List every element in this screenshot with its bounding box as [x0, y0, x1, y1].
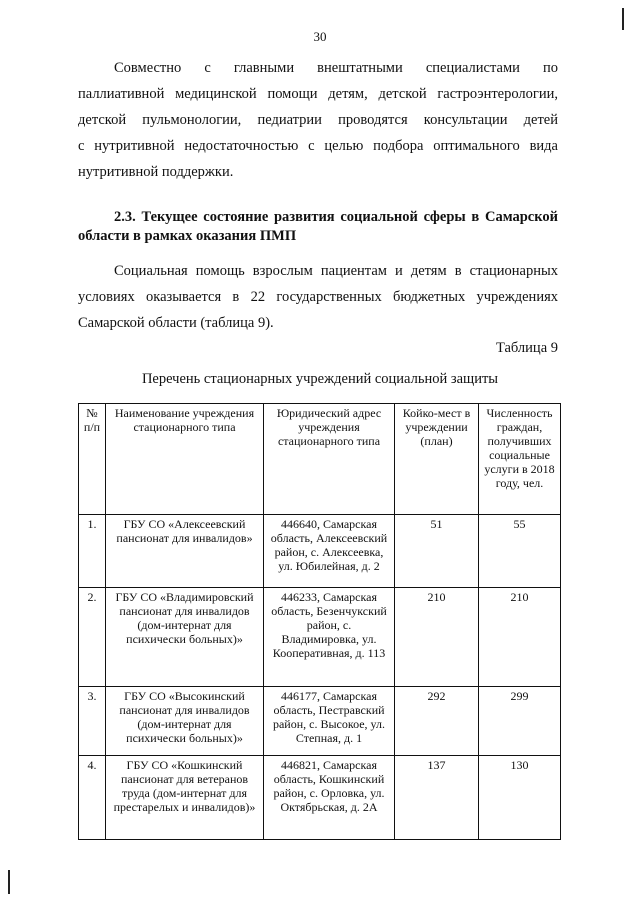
scan-edge-mark — [622, 8, 624, 30]
cell-number: 2. — [79, 588, 106, 687]
paragraph-line: детской пульмонологии, педиатрии проводятся консультации детей — [78, 112, 558, 128]
header-number: № п/п — [79, 404, 106, 515]
cell-name: ГБУ СО «Алексеевский пансионат для инвалидов» — [106, 515, 264, 588]
table-row — [79, 515, 561, 588]
heading-line: области в рамках оказания ПМП — [78, 228, 297, 244]
paragraph-line: с нутритивной недостаточностью с целью подбора оптимального вида — [78, 138, 558, 154]
section-heading — [78, 208, 558, 246]
cell-address: 446177, Самарская область, Пестравский район, с. Высокое, ул. Степная, д. 1 — [264, 687, 395, 756]
cell-address: 446821, Самарская область, Кошкинский район, с. Орловка, ул. Октябрьская, д. 2А — [264, 756, 395, 840]
cell-address: 446640, Самарская область, Алексеевский район, с. Алексеевка, ул. Юбилейная, д. 2 — [264, 515, 395, 588]
cell-address: 446233, Самарская область, Безенчукский район, с. Владимировка, ул. Кооперативная, д. 113 — [264, 588, 395, 687]
paragraph-line: паллиативной медицинской помощи детям, детской гастроэнтерологии, — [78, 86, 558, 102]
header-beds: Койко-мест в учреждении (план) — [395, 404, 479, 515]
cell-number: 4. — [79, 756, 106, 840]
cell-served: 55 — [479, 515, 561, 588]
paragraph-line: Социальная помощь взрослым пациентам и детям в стационарных — [114, 263, 558, 279]
cell-name: ГБУ СО «Кошкинский пансионат для ветеранов труда (дом-интернат для престарелых и инвалидов)» — [106, 756, 264, 840]
cell-served: 299 — [479, 687, 561, 756]
header-name: Наименование учреждения стационарного типа — [106, 404, 264, 515]
cell-beds: 292 — [395, 687, 479, 756]
heading-line: 2.3. Текущее состояние развития социальной сферы в Самарской — [114, 209, 558, 225]
paragraph-social-help — [78, 258, 558, 336]
header-served: Численность граждан, получивших социальные услуги в 2018 году, чел. — [479, 404, 561, 515]
cell-beds: 137 — [395, 756, 479, 840]
paragraph-line: Совместно с главными внештатными специалистами по — [114, 60, 558, 76]
cell-name: ГБУ СО «Высокинский пансионат для инвалидов (дом-интернат для психически больных)» — [106, 687, 264, 756]
paragraph-line: нутритивной поддержки. — [78, 164, 234, 180]
institutions-table — [78, 403, 561, 840]
cell-number: 1. — [79, 515, 106, 588]
paragraph-line: Самарской области (таблица 9). — [78, 315, 274, 331]
scan-edge-mark — [8, 870, 10, 894]
cell-name: ГБУ СО «Владимировский пансионат для инвалидов (дом-интернат для психически больных)» — [106, 588, 264, 687]
table-row — [79, 756, 561, 840]
paragraph-line: условиях оказывается в 22 государственных бюджетных учреждениях — [78, 289, 558, 305]
cell-number: 3. — [79, 687, 106, 756]
cell-beds: 210 — [395, 588, 479, 687]
table-row — [79, 588, 561, 687]
cell-served: 210 — [479, 588, 561, 687]
table-row — [79, 687, 561, 756]
cell-served: 130 — [479, 756, 561, 840]
header-address: Юридический адрес учреждения стационарного типа — [264, 404, 395, 515]
table-label: Таблица 9 — [495, 340, 558, 356]
cell-beds: 51 — [395, 515, 479, 588]
paragraph-consultations — [78, 55, 558, 185]
page-number: 30 — [313, 29, 327, 44]
table-caption: Перечень стационарных учреждений социальной защиты — [141, 371, 499, 387]
table-header-row — [79, 404, 561, 515]
